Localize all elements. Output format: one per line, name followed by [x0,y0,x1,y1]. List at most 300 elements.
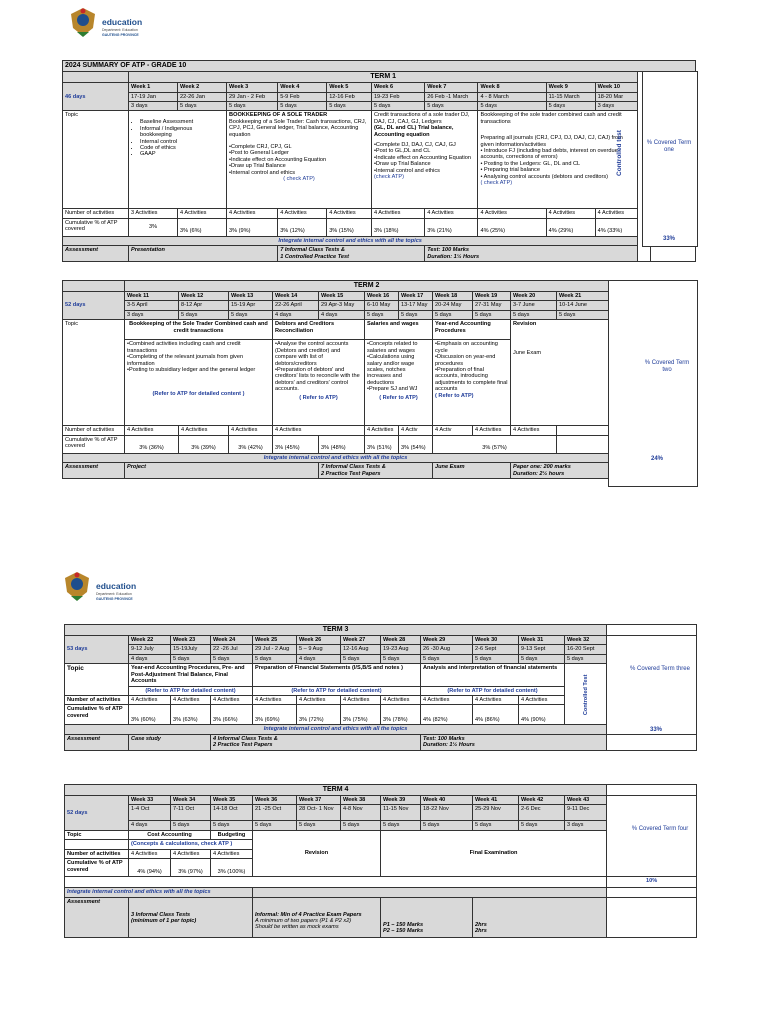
activity-count: 4 Activities [511,426,557,435]
week-header: Week 42 [519,796,565,805]
week-header: Week 7 [425,83,478,92]
week-dates: 15-19 Apr [229,301,273,310]
activity-count: 4 Activities [129,696,171,705]
topic-item: •Concepts related to salaries and wages [367,341,418,354]
week-dates: 29 Jul - 2 Aug [253,645,297,654]
week-days: 5 days [381,821,421,830]
coat-of-arms-icon [68,6,98,38]
topic-item: • Posting to the Ledgers: GL, DL and CL [480,160,581,167]
cumulative-value: 4% (90%) [519,705,565,725]
topic-label: Topic [63,320,125,426]
topic-item: •Post to General Ledger [229,150,289,157]
week-header: Week 28 [381,636,421,645]
cumulative-value: 3% (48%) [319,435,365,453]
week-header: Week 36 [253,796,297,805]
topic-heading: BOOKKEEPING OF A SOLE TRADER [229,112,328,119]
week-days: 5 days [371,101,424,110]
week-days: 5 days [211,654,253,663]
activity-count: 4 Activities [273,426,365,435]
assessment-line: 2hrs [475,928,487,934]
week-dates: 1-4 Oct [129,805,171,821]
integrate-note: Integrate internal control and ethics with all the topics [63,236,638,245]
week-days: 5 days [473,821,519,830]
topic-text: June Exam [513,349,541,356]
assessment-tests [319,463,433,479]
topic-item: •Calculations using salary and/or wage scales, notches increases and deductions [367,354,415,386]
week-dates: 4-8 Nov [341,805,381,821]
week-dates: 5 – 9 Aug [297,645,341,654]
week-days: 5 days [546,101,595,110]
covered-label: % Covered Term one [646,140,692,153]
week-header: Week 25 [253,636,297,645]
week-dates: 3-5 April [125,301,179,310]
week-header: Week 15 [319,292,365,301]
education-logo: education Department: Education GAUTENG PROVINCE [62,570,182,606]
cumulative-label: Cumulative % of ATP covered [63,435,125,453]
week-dates: 11-15 March [546,92,595,101]
assessment-line: A minimum of two papers (P1 & P2 x2) [255,918,352,924]
activity-count: 4 Activities [211,849,253,858]
week-dates: 22-26 Jan [178,92,227,101]
assessment-line: P1 – 150 Marks [383,921,424,928]
week-days: 5 days [425,101,478,110]
term-days: 52 days [65,796,129,831]
week-dates: 6-10 May [365,301,399,310]
assessment-exam: June Exam [433,463,511,479]
topic-cell [125,340,273,426]
topic-item: •Discussion on year-end procedures [435,354,496,367]
week-days: 5 days [519,654,565,663]
week-days: 4 days [129,654,171,663]
cumulative-value: 4% (33%) [595,218,638,236]
assessment-label: Assessment [65,897,129,937]
week-header: Week 43 [565,796,607,805]
assessment-line: 7 Informal Class Tests & [321,464,386,471]
cumulative-value: 3% (97%) [171,859,211,877]
assessment-papers [253,897,381,937]
week-days: 4 days [129,821,171,830]
activity-count: 4 Activities [179,426,229,435]
assessment-line: 2 Practice Test Papers [213,742,273,749]
topic-item: •Analyse the control accounts (Debtors and creditor) and compare with list of debtors/creditors [275,341,349,367]
assessment-line: P2 – 150 Marks [383,928,424,934]
week-header: Week 29 [421,636,473,645]
week-header: Week 3 [227,83,278,92]
week-dates: 10-14 June [557,301,609,310]
cumulative-value: 4% (25%) [478,218,546,236]
covered-percent: 33% [662,236,675,242]
assessment-line: Informal: Min of 4 Practice Exam Papers [255,911,362,918]
refer-atp: ( Refer to ATP) [299,394,338,401]
topic-label: Topic [65,830,129,839]
week-dates: 12-16 Aug [341,645,381,654]
cumulative-value: 3% (63%) [171,705,211,725]
week-dates: 17-19 Jan [129,92,178,101]
week-days: 5 days [229,310,273,319]
topic-item: •Emphasis on accounting cycle [435,341,498,354]
week-dates: 19-23 Feb [371,92,424,101]
cumulative-value: 3% (69%) [253,705,297,725]
covered-percent: 33% [649,727,662,733]
week-header: Week 16 [365,292,399,301]
topic-text: Year-end Accounting Procedures, Pre- and Post-Adjustment Trial Balance, Final Accounts [129,664,253,686]
week-header: Week 26 [297,636,341,645]
assessment-line: Paper one: 200 marks [513,464,571,471]
week-dates: 9-11 Dec [565,805,607,821]
activity-count: 4 Activities [227,209,278,218]
topic-text: Cost Accounting [129,830,211,839]
topic-item: • Introduce FJ (including bad debts, interest on overdue accounts, corrections of errors) [480,148,618,161]
activity-count: 4 Activities [129,849,171,858]
topic-item: •Complete CRJ, CPJ, GL [229,144,292,151]
activities-label: Number of activities [63,209,129,218]
week-header: Week 1 [129,83,178,92]
week-days: 5 days [341,821,381,830]
cumulative-value: 4% (29%) [546,218,595,236]
refer-atp: ( Refer to ATP) [435,392,474,399]
topic-text: Bookkeeping of the sole trader combined cash and credit transactions [480,112,622,125]
term1-side-column [642,71,698,247]
week-dates: 8-12 Apr [179,301,229,310]
week-dates: 13-17 May [399,301,433,310]
week-days: 5 days [253,654,297,663]
term-label: TERM 3 [65,625,607,636]
topic-text: Credit transactions of a sole trader DJ, DAJ, CJ, CAJ, GJ, Ledgers [373,112,470,125]
activity-count: 4 Activities [327,209,372,218]
topic-heading: Year-end Accounting Procedures [433,320,511,340]
week-days: 3 days [595,101,638,110]
week-dates: 3-7 June [511,301,557,310]
topic-item: • Preparing trial balance [480,167,540,174]
topic-item: •Complete DJ, DAJ, CJ, CAJ, GJ [373,142,456,149]
topic-cell [371,111,478,209]
term-label: TERM 4 [65,785,607,796]
cumulative-label: Cumulative % of ATP covered [63,218,129,236]
week-days: 4 days [273,310,319,319]
week-header: Week 27 [341,636,381,645]
topic-cell [365,340,433,426]
week-days: 5 days [278,101,327,110]
cumulative-value: 3% (60%) [129,705,171,725]
cumulative-value: 3% (54%) [399,435,433,453]
week-header: Week 21 [557,292,609,301]
activity-count: 4 Activities [595,209,638,218]
assessment-line: 7 Informal Class Tests & [280,247,345,254]
final-exam-cell: Final Examination [381,830,607,876]
week-header: Week 24 [211,636,253,645]
week-dates: 26 -30 Aug [421,645,473,654]
term-label: TERM 2 [125,281,609,292]
assessment-task: Presentation [129,246,278,262]
week-header: Week 18 [433,292,473,301]
check-atp: ( check ATP) [283,176,315,183]
refer-atp: (Refer to ATP for detailed content ) [152,391,245,398]
assessment-line: 4 Informal Class Tests & [213,735,278,742]
cumulative-value: 3% (75%) [341,705,381,725]
assessment-line: Duration: 1½ Hours [423,742,475,749]
topic-item: •Draw up Trial Balance [373,161,431,168]
education-logo: education Department: Education GAUTENG PROVINCE [68,6,188,42]
activities-label: Number of activities [65,696,129,705]
activity-count: 4 Activities [171,849,211,858]
activity-count: 4 Activities [278,209,327,218]
week-header: Week 38 [341,796,381,805]
week-days: 5 days [519,821,565,830]
activity-count: 4 Activities [211,696,253,705]
week-days: 5 days [557,310,609,319]
cumulative-value: 3% (66%) [211,705,253,725]
week-days: 5 days [297,821,341,830]
week-days: 5 days [473,654,519,663]
activity-count: 4 Activities [478,209,546,218]
topic-item: •Post to GL,DL and CL [373,148,431,155]
activity-count: 4 Activities [425,209,478,218]
activities-label: Number of activities [65,849,129,858]
week-header: Week 12 [179,292,229,301]
activity-count: 3 Activities [129,209,178,218]
activity-count: 4 Activ [399,426,433,435]
integrate-note: Integrate internal control and ethics with all the topics [63,453,609,462]
controlled-test-label: Controlled Test [565,664,607,725]
week-header: Week 37 [297,796,341,805]
week-header: Week 13 [229,292,273,301]
assessment-line: Duration: 2½ hours [513,470,565,477]
assessment-test-info [421,734,607,750]
week-header: Week 22 [129,636,171,645]
topic-cell [478,111,638,209]
topic-item: • Baseline Assessment [140,119,224,125]
week-days: 5 days [399,310,433,319]
assessment-test-info [511,463,609,479]
week-days: 5 days [478,101,546,110]
topic-item: •Completing of the relevant journals from given information [127,354,244,367]
activity-count: 4 Activities [381,696,421,705]
week-dates: 4 - 8 March [478,92,546,101]
assessment-hours [473,897,607,937]
activity-count: 4 Activities [178,209,227,218]
topic-item: •Preparation of debtors' and creditors' lists to reconcile with the debtors' and creditors' control accounts. [275,367,360,393]
week-days: 4 days [319,310,365,319]
cumulative-label: Cumulative % of ATP covered [65,859,129,877]
week-dates: 21 -25 Oct [253,805,297,821]
week-header: Week 17 [399,292,433,301]
term-days: 53 days [65,636,129,664]
assessment-line: 2hrs [475,921,487,928]
week-dates: 16-20 Sept [565,645,607,654]
week-days: 5 days [171,654,211,663]
topic-item: •Draw up Trial Balance [229,163,286,170]
cumulative-value: 3% (57%) [433,435,557,453]
covered-label: % Covered Term four [631,826,689,832]
week-header: Week 9 [546,83,595,92]
assessment-line: 2 Practice Test Papers [321,470,381,477]
week-header: Week 32 [565,636,607,645]
topic-heading: (GL, DL and CL) Trial balance, Accounting equation [373,125,454,138]
activity-count: 4 Activities [125,426,179,435]
activity-count: 4 Activities [253,696,297,705]
cumulative-value: 3% (15%) [327,218,372,236]
topic-item: • Informal / Indigenous bookkeeping [140,126,224,139]
week-days: 5 days [433,310,473,319]
week-days: 5 days [253,821,297,830]
term-days: 52 days [63,292,125,320]
assessment-line: Duration: 1½ Hours [427,253,480,260]
term-days: 46 days [63,83,129,111]
covered-label: % Covered Term two [644,360,690,373]
topic-cell [433,340,511,426]
topic-text: Bookkeeping of a Sole Trader: Cash transactions, CRJ, CPJ, PCJ, General ledger, Trial balance, Accounting equation [229,118,367,138]
week-dates: 22 -26 Jul [211,645,253,654]
week-header: Week 10 [595,83,638,92]
week-days: 5 days [227,101,278,110]
week-header: Week 23 [171,636,211,645]
topic-heading: Debtors and Creditors Reconciliation [273,320,365,340]
week-dates: 2-6 Dec [519,805,565,821]
week-days: 5 days [327,101,372,110]
assessment-label: Assessment [63,246,129,262]
week-header: Week 6 [371,83,424,92]
assessment-line: 3 Informal Class Tests [131,911,191,918]
week-days: 3 days [129,101,178,110]
term4-table [64,784,697,938]
week-header: Week 2 [178,83,227,92]
activity-count: 4 Activities [421,696,473,705]
assessment-line: Test: 100 Marks [427,247,469,254]
week-dates: 29 Apr-3 May [319,301,365,310]
week-header: Week 39 [381,796,421,805]
topic-item: • GAAP [140,151,224,157]
refer-atp: (Refer to ATP for detailed content) [129,686,253,695]
week-days: 4 days [297,654,341,663]
term2-table [62,280,697,479]
week-header: Week 20 [511,292,557,301]
topic-item: •Internal control and ethics [229,169,296,176]
activity-count: 4 Activities [365,426,399,435]
topic-label: Topic [65,664,129,696]
assessment-label: Assessment [63,463,125,479]
activity-count: 4 Activ [433,426,473,435]
week-header: Week 5 [327,83,372,92]
week-days: 5 days [178,101,227,110]
week-days: 5 days [421,821,473,830]
assessment-tests [211,734,421,750]
topic-cell [227,111,372,209]
coat-of-arms-icon [62,570,92,602]
topic-heading: Salaries and wages [365,320,433,340]
week-header: Week 4 [278,83,327,92]
cumulative-value: 3% (100%) [211,859,253,877]
week-dates: 5-9 Feb [278,92,327,101]
assessment-label: Assessment [65,734,129,750]
topic-item: • Analysing control accounts (debtors and creditors) [480,173,609,180]
week-dates: 2-6 Sept [473,645,519,654]
activity-count: 4 Activities [519,696,565,705]
assessment-line: Should be written as mock exams [255,924,339,931]
topic-item: •Internal control and ethics [373,167,440,174]
week-header: Week 14 [273,292,319,301]
topic-item: Preparing all journals (CRJ, CPJ, DJ, DAJ, CJ, CAJ) from given information/activities [480,135,623,148]
topic-item: •Prepare SJ and WJ [367,386,418,393]
week-header: Week 34 [171,796,211,805]
week-header: Week 31 [519,636,565,645]
topic-heading: Bookkeeping of the Sole Trader Combined cash and credit transactions [125,320,273,340]
covered-percent: 10% [607,877,697,888]
week-days: 5 days [365,310,399,319]
integrate-note: Integrate internal control and ethics with all the topics [65,725,607,734]
week-dates: 11-15 Nov [381,805,421,821]
cumulative-value: 3% (18%) [371,218,424,236]
week-dates: 19-23 Aug [381,645,421,654]
week-header: Week 33 [129,796,171,805]
week-dates: 7-11 Oct [171,805,211,821]
week-header: Week 8 [478,83,546,92]
term3-table [64,624,697,751]
cumulative-value: 3% (21%) [425,218,478,236]
week-dates: 29 Jan - 2 Feb [227,92,278,101]
week-days: 5 days [179,310,229,319]
assessment-task [129,897,253,937]
topic-item: •Indicate effect on Accounting Equation [229,156,327,163]
term1-table [62,60,696,262]
week-days: 3 days [565,821,607,830]
week-header: Week 30 [473,636,519,645]
topic-item: •Preparation of final accounts, introducing adjustments to complete final accounts [435,367,508,393]
cumulative-value: 3% (36%) [125,435,179,453]
week-dates: 12-16 Feb [327,92,372,101]
week-header: Week 11 [125,292,179,301]
assessment-line: 1 Controlled Practice Test [280,253,349,260]
week-days: 5 days [421,654,473,663]
activity-count: 4 Activities [341,696,381,705]
assessment-task: Project [125,463,319,479]
cumulative-value: 3% [129,218,178,236]
topic-heading: Revision [513,321,537,328]
week-days: 5 days [171,821,211,830]
week-header: Week 41 [473,796,519,805]
week-header: Week 19 [473,292,511,301]
refer-atp: ( Refer to ATP) [379,394,418,401]
topic-label: Topic [63,111,129,209]
cumulative-value: 3% (51%) [365,435,399,453]
assessment-task: Case study [129,734,211,750]
week-days: 5 days [381,654,421,663]
topic-cell [273,340,365,426]
activity-count: 4 Activities [546,209,595,218]
activity-count: 4 Activities [473,696,519,705]
cumulative-label: Cumulative % of ATP covered [65,705,129,725]
assessment-tests [278,246,425,262]
cumulative-value: 3% (9%) [227,218,278,236]
activity-count: 4 Activities [371,209,424,218]
check-atp: (check ATP) [373,174,404,181]
topic-cell [129,111,227,209]
week-days: 5 days [565,654,607,663]
term-label: TERM 1 [129,72,638,83]
refer-atp: (Concepts & calculations, check ATP ) [129,840,253,849]
cumulative-value: 3% (42%) [229,435,273,453]
week-dates: 14-18 Oct [211,805,253,821]
refer-atp: (Refer to ATP for detailed content) [421,686,565,695]
week-dates: 28 Oct- 1 Nov [297,805,341,821]
cumulative-value: 3% (72%) [297,705,341,725]
week-dates: 27-31 May [473,301,511,310]
week-dates: 9-13 Sept [519,645,565,654]
week-dates: 20-24 May [433,301,473,310]
week-days: 3 days [125,310,179,319]
week-dates: 26 Feb -1 March [425,92,478,101]
refer-atp: (Refer to ATP for detailed content) [253,686,421,695]
covered-label: % Covered Term three [630,666,690,672]
